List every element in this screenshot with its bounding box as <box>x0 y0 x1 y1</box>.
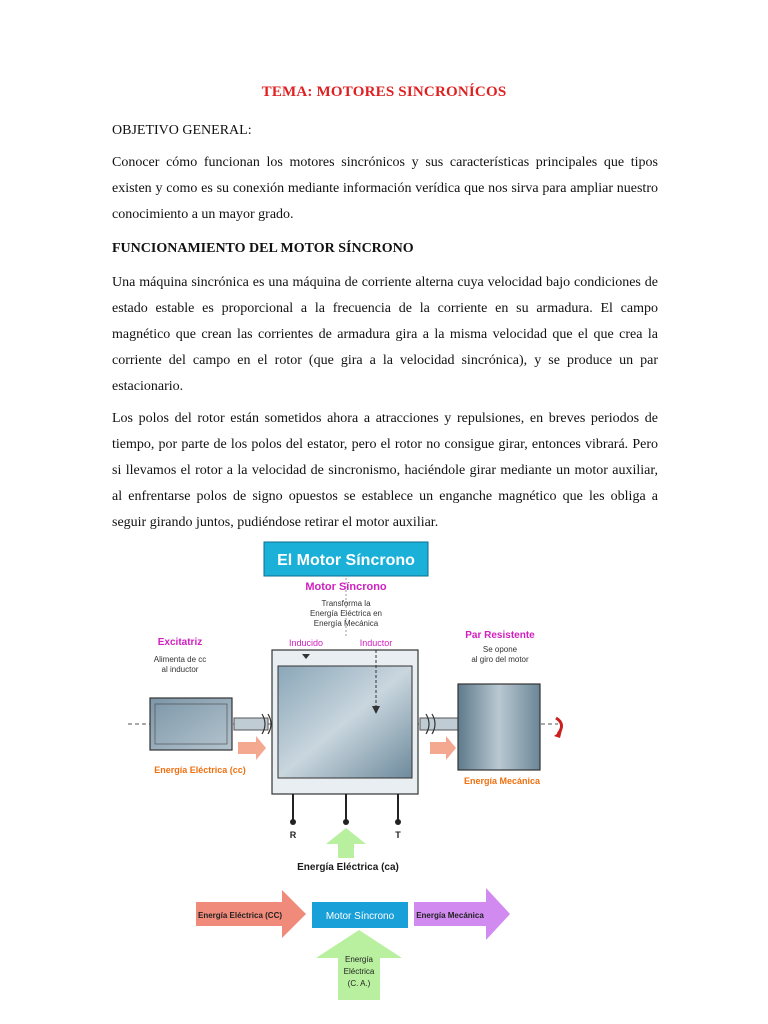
excitatriz-desc-line-1: Alimenta de cc <box>153 655 207 664</box>
objective-text: Conocer cómo funcionan los motores sincrónicos y sus características principales que tipos existen y como es su conexión mediante información verídica que nos sirva para ampliar nuestro conocimiento a un mayor grado. <box>112 155 658 222</box>
flow-output-label: Energía Mecánica <box>416 911 484 920</box>
flow-bottom-line-3: (C. A.) <box>347 979 371 988</box>
flow-bottom-line-1: Energía <box>344 955 374 964</box>
motor-rotor <box>278 666 412 778</box>
energia-cc-label: Energía Eléctrica (cc) <box>154 765 246 775</box>
flow-input-label: Energía Eléctrica (CC) <box>197 911 283 920</box>
flow-bottom-line-2: Eléctrica <box>343 967 375 976</box>
par-resistente-title: Par Resistente <box>465 630 535 641</box>
load-box <box>458 684 540 770</box>
flow-bottom-arrow-icon <box>316 930 402 1000</box>
ac-input-arrow-icon <box>326 828 366 858</box>
par-desc-line-2: al giro del motor <box>471 655 529 664</box>
inductor-label: Inductor <box>359 638 393 648</box>
terminal-t: T <box>395 830 401 840</box>
excitatriz-desc-line-2: al inductor <box>161 665 199 674</box>
objective-heading: OBJETIVO GENERAL: <box>112 123 252 138</box>
energia-ca-label: Energía Eléctrica (ca) <box>297 862 399 873</box>
excitatriz-box <box>150 698 232 750</box>
excitatriz-title: Excitatriz <box>157 637 203 648</box>
flow-motor-label: Motor Síncrono <box>325 911 395 922</box>
motor-desc-line-2: Energía Eléctrica en <box>309 609 383 618</box>
section-heading: FUNCIONAMIENTO DEL MOTOR SÍNCRONO <box>112 241 414 256</box>
motor-desc-line-1: Transforma la <box>321 599 371 608</box>
output-energy-arrow-icon <box>430 736 456 760</box>
input-energy-arrow-icon <box>238 736 266 760</box>
energia-mecanica-label: Energía Mecánica <box>463 776 541 786</box>
motor-desc-line-3: Energía Mecánica <box>313 619 379 628</box>
motor-diagram <box>0 538 768 1024</box>
paragraph-1: Una máquina sincrónica es una máquina de corriente alterna cuya velocidad bajo condiciones de estado estable es proporcional a la frecuencia de la corriente en su armadura. El campo magnético que crean las corrientes de armadura gira a la misma velocidad que el que crea la corriente del campo en el rotor (que gira a la velocidad sincrónica), y se produce un par estacionario. <box>112 275 658 394</box>
motor-title: Motor Síncrono <box>305 581 387 593</box>
diagram-banner-text: El Motor Síncrono <box>277 552 415 569</box>
inducido-label: Inducido <box>288 638 324 648</box>
document-title: TEMA: MOTORES SINCRONÍCOS <box>261 84 507 100</box>
paragraph-2: Los polos del rotor están sometidos ahora a atracciones y repulsiones, en breves periodos de tiempo, por parte de los polos del estator, pero el rotor no consigue girar, entonces vibrará. Pero si llevamos el rotor a la velocidad de sincronismo, haciéndole girar mediante un motor auxiliar, al enfrentarse polos de signo opuestos se establece un enganche magnético que les obliga a seguir girando juntos, pudiéndose retirar el motor auxiliar. <box>112 411 658 530</box>
par-desc-line-1: Se opone <box>482 645 518 654</box>
terminal-r: R <box>289 830 297 840</box>
